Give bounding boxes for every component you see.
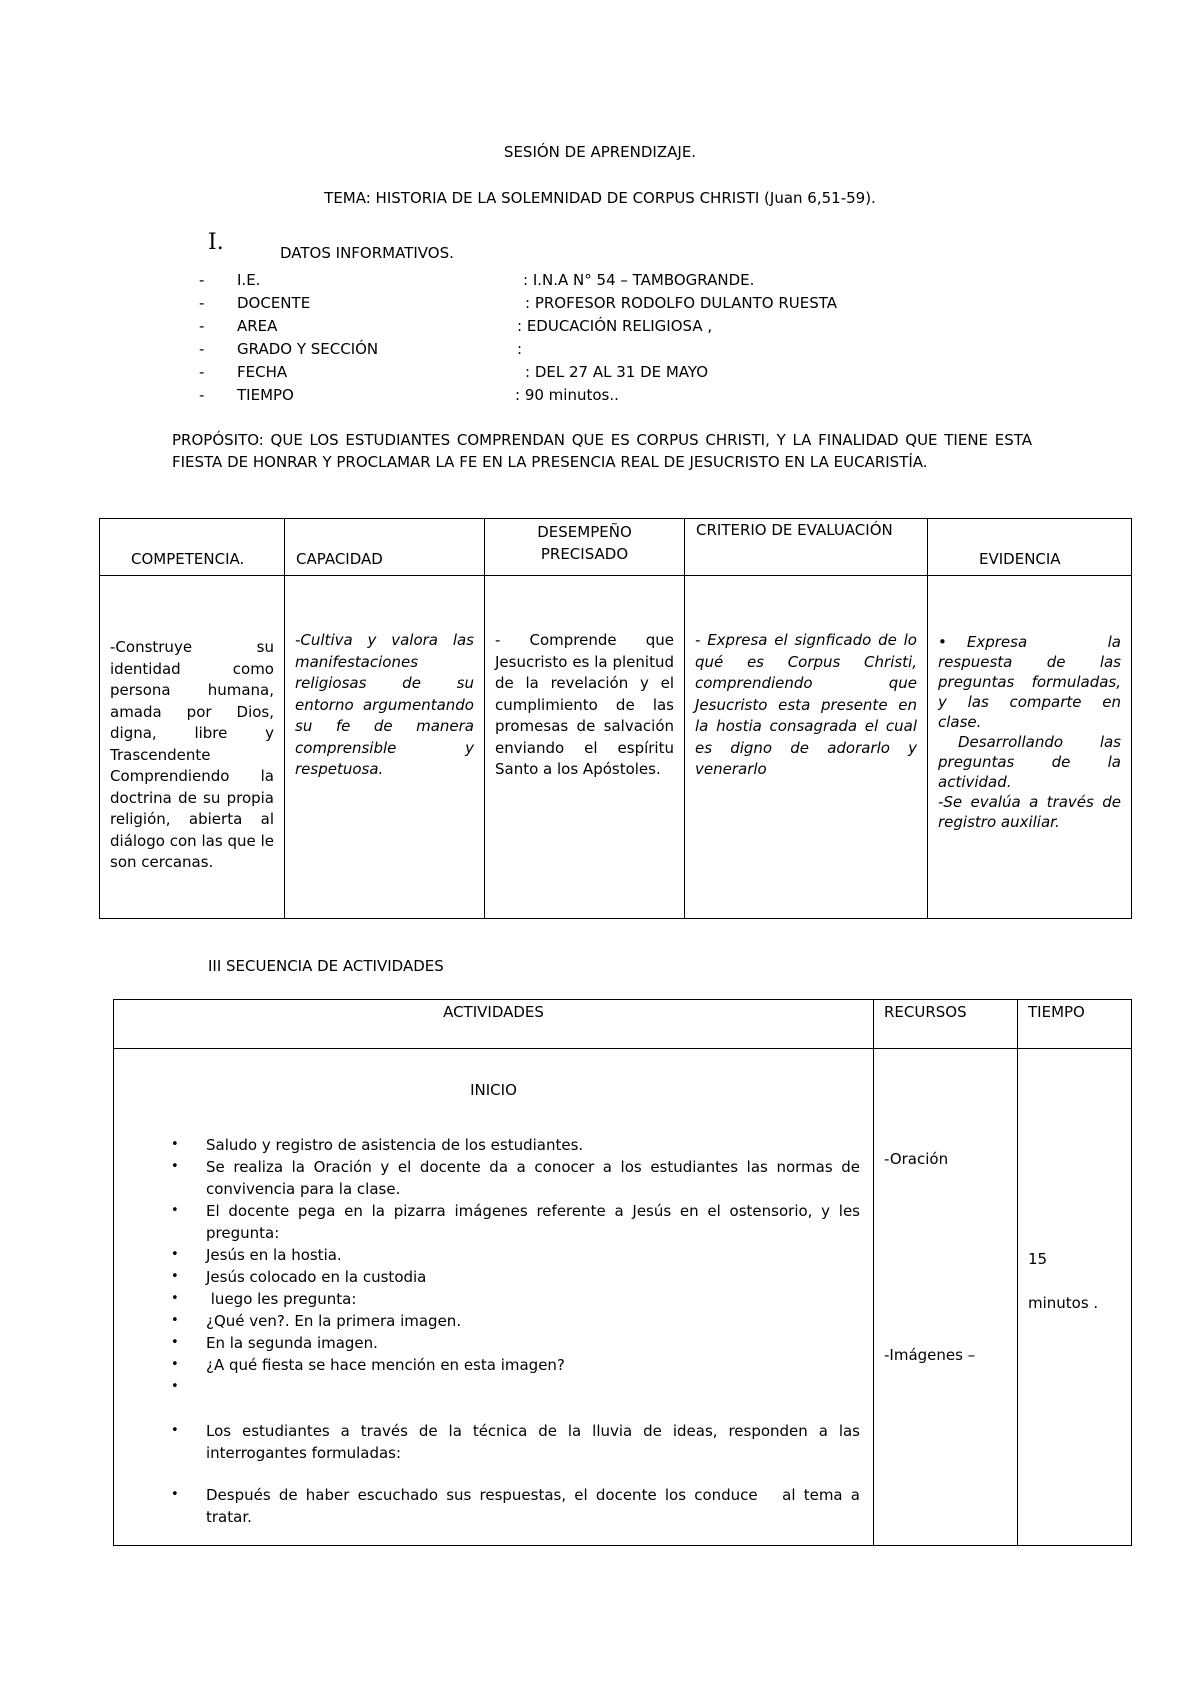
- activity-text: Saludo y registro de asistencia de los estudiantes.: [206, 1136, 584, 1154]
- header-competencia: COMPETENCIA.: [131, 550, 245, 568]
- header-actividades: ACTIVIDADES: [114, 1000, 874, 1049]
- list-item: [115, 1134, 872, 1156]
- list-item: [115, 1266, 872, 1288]
- competency-table-header: [100, 519, 1132, 576]
- activities-table: [113, 999, 1132, 1546]
- activity-text: ¿A qué fiesta se hace mención en esta imagen?: [206, 1356, 565, 1374]
- bullet-icon: •: [171, 1357, 179, 1372]
- bullet-icon: •: [171, 1159, 179, 1174]
- bullet-icon: •: [171, 1379, 179, 1394]
- activity-text: Se realiza la Oración y el docente da a conocer a los estudiantes las normas de convivencia para la clase.: [206, 1158, 860, 1198]
- bullet-icon: •: [171, 1423, 179, 1438]
- list-item: [115, 1310, 872, 1332]
- header-capacidad: CAPACIDAD: [296, 550, 383, 568]
- bullet-icon: •: [171, 1203, 179, 1218]
- bullet-icon: •: [171, 1335, 179, 1350]
- competency-table: [99, 518, 1132, 919]
- recurso-imagenes: -Imágenes –: [884, 1346, 976, 1364]
- header-cell-capacidad: [285, 519, 485, 576]
- bullet-icon: •: [171, 1247, 179, 1262]
- section-1-numeral: I.: [208, 230, 224, 255]
- list-item: [115, 1420, 872, 1464]
- activities-table-header: [114, 1000, 1132, 1049]
- header-cell-competencia: [100, 519, 285, 576]
- info-value: :: [517, 340, 523, 358]
- info-value: : DEL 27 AL 31 DE MAYO: [525, 363, 709, 381]
- bullet-icon: •: [171, 1137, 179, 1152]
- header-cell-evidencia: [928, 519, 1132, 576]
- list-item: [115, 1156, 872, 1200]
- list-item: [115, 1376, 872, 1398]
- header-recursos: RECURSOS: [874, 1000, 1018, 1049]
- info-label: DOCENTE: [237, 294, 311, 312]
- info-dash: -: [199, 294, 205, 312]
- info-value: : I.N.A N° 54 – TAMBOGRANDE.: [523, 271, 755, 289]
- bullet-icon: •: [171, 1313, 179, 1328]
- bullet-icon: •: [171, 1291, 179, 1306]
- list-item: [115, 1332, 872, 1354]
- evidencia-block: [938, 576, 1121, 832]
- cell-tiempo: [1018, 1049, 1132, 1546]
- bullet-icon: •: [171, 1487, 179, 1502]
- tiempo-unit: minutos .: [1028, 1294, 1099, 1312]
- document-topic: TEMA: HISTORIA DE LA SOLEMNIDAD DE CORPUS CHRISTI (Juan 6,51-59).: [324, 189, 876, 207]
- info-value: : 90 minutos..: [515, 386, 619, 404]
- activity-text: El docente pega en la pizarra imágenes referente a Jesús en el ostensorio, y les pregunta:: [206, 1202, 860, 1242]
- list-item: [115, 1354, 872, 1376]
- cell-capacidad: [285, 576, 485, 919]
- bullet-icon: •: [171, 1269, 179, 1284]
- info-label: AREA: [237, 317, 278, 335]
- evidencia-line-1: Expresa la respuesta de las preguntas formuladas, y las comparte en clase.: [938, 633, 1121, 731]
- list-item: [115, 1244, 872, 1266]
- capacidad-text: -Cultiva y valora las manifestaciones religiosas de su entorno argumentando su fe de manera comprensible y respetuosa.: [295, 631, 474, 778]
- header-cell-desempeno: [485, 519, 685, 576]
- evidencia-bullet: •: [938, 633, 947, 651]
- section-1-label: DATOS INFORMATIVOS.: [280, 244, 454, 262]
- activity-text: luego les pregunta:: [206, 1290, 357, 1308]
- header-desempeno: DESEMPEÑO PRECISADO: [537, 523, 632, 563]
- desempeno-text: - Comprende que Jesucristo es la plenitud de la revelación y el cumplimiento de las promesas de salvación enviando el espíritu Santo a los Apóstoles.: [495, 631, 674, 778]
- info-label: TIEMPO: [237, 386, 294, 404]
- list-item: [115, 1484, 872, 1528]
- competency-table-row: [100, 576, 1132, 919]
- activity-text: Los estudiantes a través de la técnica de la lluvia de ideas, responden a las interrogantes formuladas:: [206, 1422, 860, 1462]
- info-dash: -: [199, 386, 205, 404]
- list-item: [115, 1288, 872, 1310]
- activity-text: Después de haber escuchado sus respuestas, el docente los conduce al tema a tratar.: [206, 1486, 865, 1526]
- cell-desempeno: [485, 576, 685, 919]
- activity-list: [115, 1134, 872, 1528]
- section-3-heading: III SECUENCIA DE ACTIVIDADES: [208, 957, 444, 975]
- activity-text: Jesús en la hostia.: [206, 1246, 342, 1264]
- info-dash: -: [199, 340, 205, 358]
- phase-title: INICIO: [470, 1081, 517, 1099]
- activities-table-row: [114, 1049, 1132, 1546]
- document-title: SESIÓN DE APRENDIZAJE.: [503, 143, 697, 161]
- header-cell-criterio: [685, 519, 928, 576]
- evidencia-line-2: Desarrollando las preguntas de la actividad.: [938, 733, 1121, 791]
- activity-text: En la segunda imagen.: [206, 1334, 378, 1352]
- evidencia-line-3: -Se evalúa a través de registro auxiliar.: [938, 793, 1121, 831]
- competencia-text: -Construye su identidad como persona humana, amada por Dios, digna, libre y Trascendente Comprendiendo la doctrina de su propia religión, abierta al diálogo con las que le son cercanas.: [110, 638, 274, 871]
- cell-recursos: [874, 1049, 1018, 1546]
- info-dash: -: [199, 317, 205, 335]
- purpose-paragraph: PROPÓSITO: QUE LOS ESTUDIANTES COMPRENDAN QUE ES CORPUS CHRISTI, Y LA FINALIDAD QUE TIENE ESTA FIESTA DE HONRAR Y PROCLAMAR LA FE EN LA PRESENCIA REAL DE JESUCRISTO EN LA EUCARISTÍA.: [172, 431, 1032, 471]
- info-label: GRADO Y SECCIÓN: [237, 340, 379, 358]
- header-criterio: CRITERIO DE EVALUACIÓN: [696, 521, 893, 539]
- info-dash: -: [199, 363, 205, 381]
- cell-criterio: [685, 576, 928, 919]
- info-label: I.E.: [237, 271, 261, 289]
- cell-actividades: [114, 1049, 874, 1546]
- tiempo-value: 15: [1028, 1250, 1048, 1268]
- info-label: FECHA: [237, 363, 288, 381]
- activity-text: ¿Qué ven?. En la primera imagen.: [206, 1312, 462, 1330]
- cell-evidencia: [928, 576, 1132, 919]
- list-item: [115, 1200, 872, 1244]
- recurso-oracion: -Oración: [884, 1150, 949, 1168]
- header-evidencia: EVIDENCIA: [979, 550, 1061, 568]
- info-value: : EDUCACIÓN RELIGIOSA ,: [517, 317, 713, 335]
- cell-competencia: [100, 576, 285, 919]
- activity-text: Jesús colocado en la custodia: [206, 1268, 427, 1286]
- info-dash: -: [199, 271, 205, 289]
- criterio-text: - Expresa el signficado de lo qué es Corpus Christi, comprendiendo que Jesucristo esta presente en la hostia consagrada el cual es digno de adorarlo y venerarlo: [695, 631, 917, 778]
- info-value: : PROFESOR RODOLFO DULANTO RUESTA: [525, 294, 837, 312]
- header-tiempo: TIEMPO: [1018, 1000, 1132, 1049]
